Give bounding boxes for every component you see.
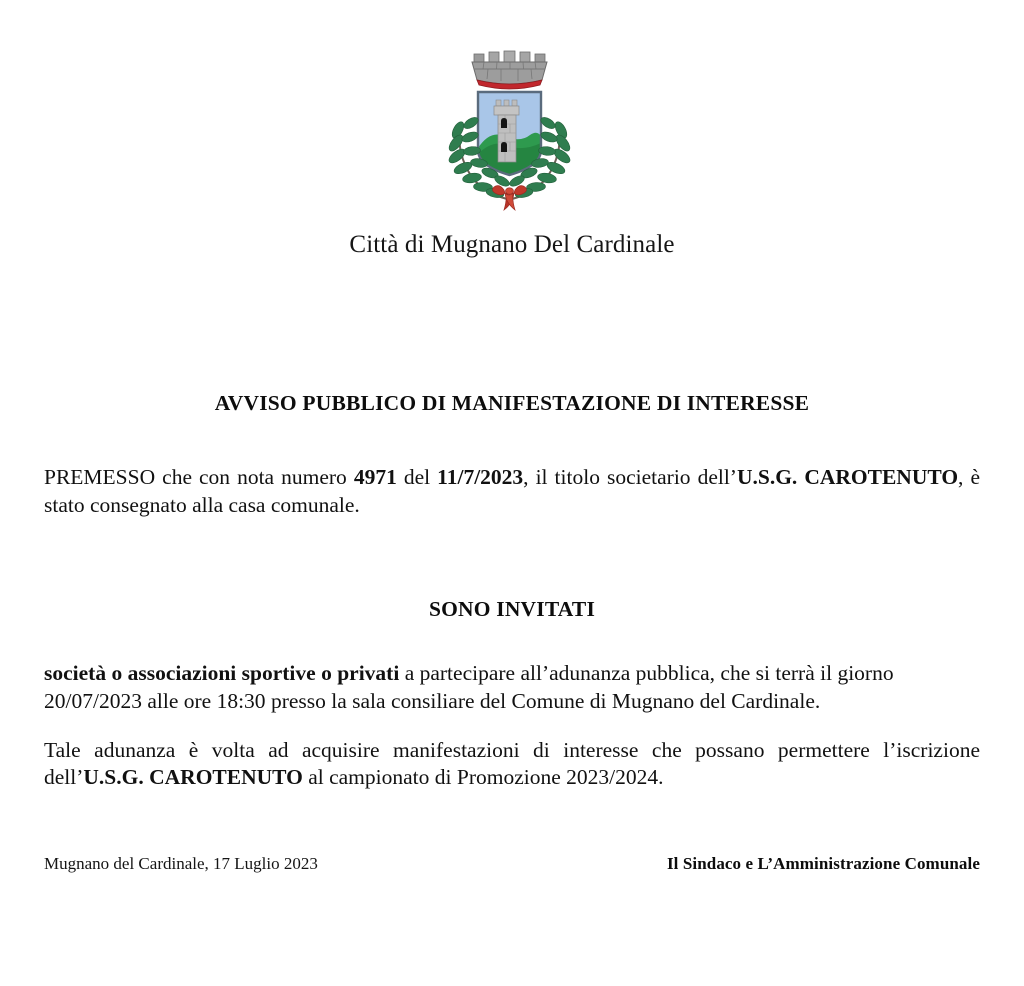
invite-paragraph-1	[44, 660, 980, 715]
premesso-text-3: , il titolo societario dell’	[523, 465, 737, 489]
document-header	[44, 0, 980, 259]
coat-of-arms-icon	[422, 44, 602, 219]
invite-text-6: .	[658, 765, 664, 790]
premesso-text-1: che con nota numero	[155, 465, 354, 489]
premesso-lead: PREMESSO	[44, 465, 156, 489]
city-name: Città di Mugnano Del Cardinale	[349, 231, 675, 258]
invite-addressees: società o associazioni sportive o privati	[44, 661, 400, 686]
invite-text-2: alle ore	[141, 688, 217, 713]
signatory: Il Sindaco e L’Amministrazione Comunale	[666, 853, 980, 873]
invite-text-4: Tale adunanza è volta ad acquisire manifestazioni di interesse che possano permettere l’iscrizione dell’	[44, 737, 980, 790]
invite-text-5: al campionato di Promozione	[302, 765, 567, 790]
protocol-date: 11/7/2023	[437, 465, 524, 489]
premesso-text-4: , è stato consegnato alla casa comunale.	[44, 465, 980, 517]
shield-icon	[478, 92, 541, 175]
premesso-text-2: del	[396, 465, 438, 489]
club-name-short: U.S.G. CAROTENUTO	[736, 465, 959, 489]
signature-row	[44, 854, 980, 874]
mural-crown-icon	[472, 51, 547, 89]
championship-season: 2023/2024	[566, 765, 659, 790]
place-and-date: Mugnano del Cardinale, 17 Luglio 2023	[44, 853, 318, 873]
page-title: AVVISO PUBBLICO DI MANIFESTAZIONE DI INTERESSE	[214, 391, 810, 415]
tower-icon	[494, 100, 519, 162]
premesso-paragraph	[44, 464, 980, 519]
protocol-number: 4971	[353, 465, 397, 489]
invited-heading: SONO INVITATI	[428, 597, 596, 622]
invite-text-3: presso la sala consiliare del Comune di Mugnano del Cardinale.	[265, 688, 821, 713]
invite-paragraph-2	[44, 737, 980, 792]
event-date: 20/07/2023	[44, 688, 142, 713]
event-time: 18:30	[216, 688, 266, 713]
invite-text-1: a partecipare all’adunanza pubblica, che si terrà il giorno	[399, 661, 894, 686]
club-name-full: U.S.G. CAROTENUTO	[83, 765, 303, 790]
